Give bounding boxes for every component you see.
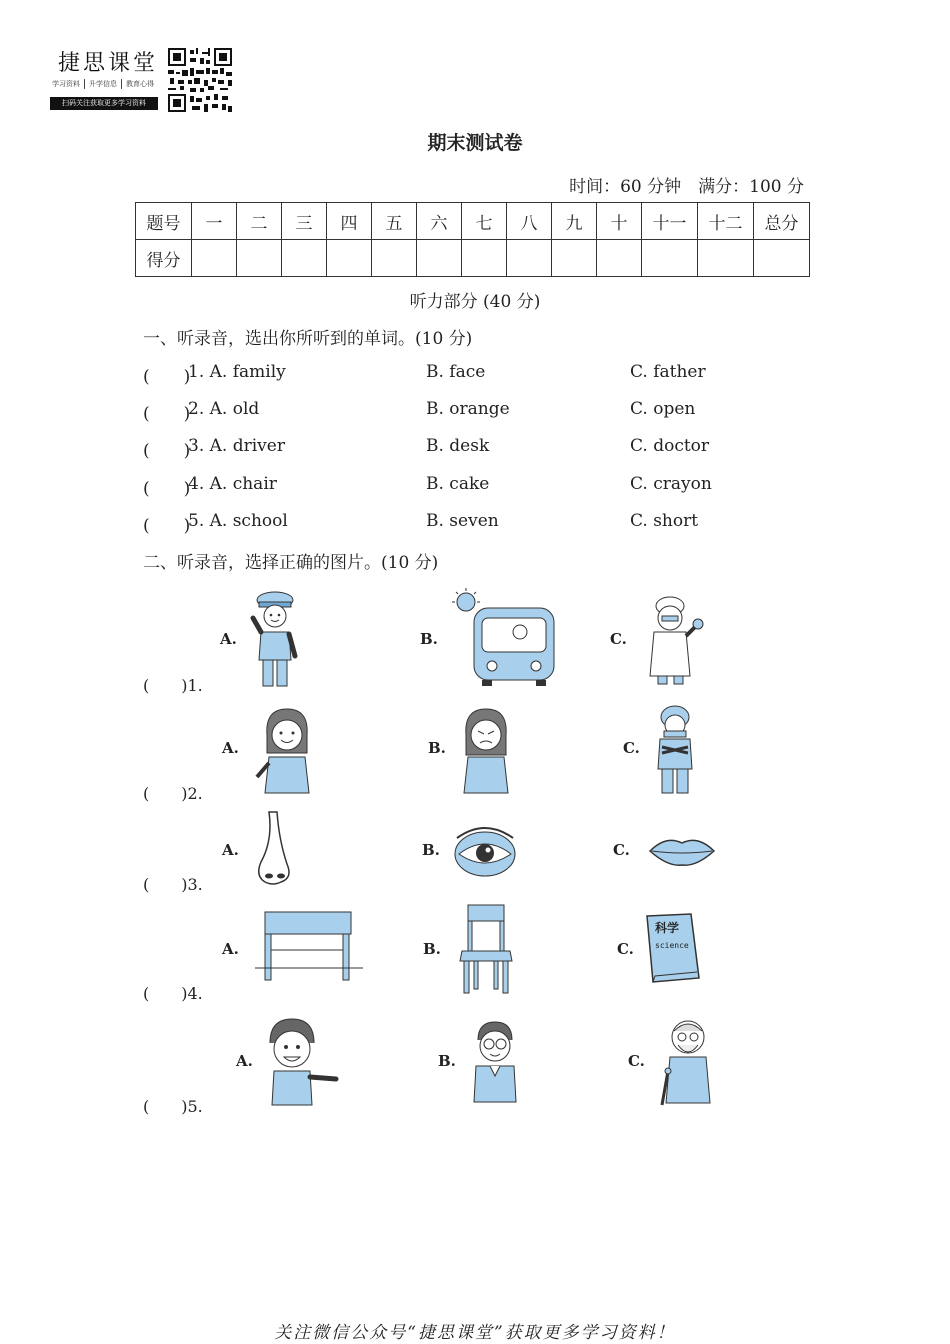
- brand-logo: 捷思课堂: [58, 51, 159, 76]
- option-c: C. open: [630, 399, 696, 419]
- score-cell[interactable]: [327, 240, 372, 277]
- score-cell[interactable]: [372, 240, 417, 277]
- picture-question-number[interactable]: ( )4.: [143, 984, 203, 1003]
- score-cell[interactable]: [282, 240, 327, 277]
- listening-header: 听力部分 (40 分): [409, 292, 541, 312]
- option-a: 5. A. school: [188, 511, 288, 531]
- picture-question-number[interactable]: ( )3.: [143, 875, 203, 894]
- bus-driver-picture[interactable]: [448, 588, 560, 688]
- section2-title: 二、听录音，选择正确的图片。(10 分): [143, 553, 439, 573]
- option-a: 1. A. family: [188, 362, 286, 382]
- column-header: 一: [192, 203, 237, 240]
- option-label: C.: [613, 841, 630, 859]
- nose-picture[interactable]: [253, 810, 295, 886]
- brand-tag: 升学信息: [84, 79, 117, 89]
- brand-tag: 教育心得: [121, 79, 154, 89]
- column-header: 四: [327, 203, 372, 240]
- column-header: 三: [282, 203, 327, 240]
- book-title: 科学: [655, 921, 680, 935]
- option-b: B. cake: [426, 474, 490, 494]
- score-cell[interactable]: [698, 240, 754, 277]
- option-label: A.: [236, 1052, 253, 1070]
- option-a: 4. A. chair: [188, 474, 277, 494]
- sad-girl-picture[interactable]: [458, 705, 514, 795]
- mouth-picture[interactable]: [648, 833, 716, 869]
- column-header: 七: [462, 203, 507, 240]
- option-c: C. doctor: [630, 436, 710, 456]
- score-table-score-row: [136, 240, 810, 277]
- option-label: B.: [438, 1052, 456, 1070]
- option-label: B.: [423, 940, 441, 958]
- score-cell[interactable]: [237, 240, 282, 277]
- score-cell[interactable]: [417, 240, 462, 277]
- score-cell[interactable]: [192, 240, 237, 277]
- happy-girl-picture[interactable]: [255, 705, 319, 795]
- option-label: B.: [420, 630, 438, 648]
- brand-tags: [52, 79, 154, 89]
- brand-banner: 扫码关注获取更多学习资料: [50, 97, 158, 110]
- old-man-picture[interactable]: [660, 1015, 720, 1107]
- doctor-picture[interactable]: [640, 592, 706, 686]
- question-row: [143, 362, 843, 386]
- column-header: 八: [507, 203, 552, 240]
- chair-picture[interactable]: [458, 903, 514, 995]
- row-label: 题号: [136, 203, 192, 240]
- score-cell[interactable]: [552, 240, 597, 277]
- option-label: C.: [628, 1052, 645, 1070]
- boy-picture[interactable]: [262, 1015, 344, 1107]
- score-table: [135, 202, 810, 277]
- option-b: B. face: [426, 362, 486, 382]
- score-cell[interactable]: [642, 240, 698, 277]
- option-label: A.: [222, 940, 239, 958]
- answer-blank[interactable]: ( ): [143, 441, 191, 461]
- picture-question-number[interactable]: ( )2.: [143, 784, 203, 803]
- option-label: A.: [220, 630, 237, 648]
- option-label: B.: [428, 739, 446, 757]
- picture-question-number[interactable]: ( )1.: [143, 676, 203, 695]
- column-header: 十一: [642, 203, 698, 240]
- score-cell[interactable]: [507, 240, 552, 277]
- column-header: 二: [237, 203, 282, 240]
- question-row: [143, 511, 843, 535]
- question-row: [143, 399, 843, 423]
- section1-title: 一、听录音，选出你所听到的单词。(10 分): [143, 329, 473, 349]
- question-row: [143, 474, 843, 498]
- score-cell[interactable]: [462, 240, 507, 277]
- column-header: 十: [597, 203, 642, 240]
- option-b: B. desk: [426, 436, 490, 456]
- answer-blank[interactable]: ( ): [143, 479, 191, 499]
- option-a: 3. A. driver: [188, 436, 285, 456]
- score-cell[interactable]: [597, 240, 642, 277]
- eye-picture[interactable]: [453, 820, 517, 880]
- answer-blank[interactable]: ( ): [143, 367, 191, 387]
- option-b: B. orange: [426, 399, 510, 419]
- book-subtitle: science: [655, 941, 689, 950]
- score-cell[interactable]: [754, 240, 810, 277]
- footer-note: 关注微信公众号“捷思课堂”获取更多学习资料！: [274, 1323, 676, 1343]
- column-header: 九: [552, 203, 597, 240]
- option-c: C. short: [630, 511, 699, 531]
- answer-blank[interactable]: ( ): [143, 404, 191, 424]
- row-label: 得分: [136, 240, 192, 277]
- option-label: C.: [623, 739, 640, 757]
- option-label: C.: [610, 630, 627, 648]
- question-row: [143, 436, 843, 460]
- option-c: C. father: [630, 362, 706, 382]
- column-header: 总分: [754, 203, 810, 240]
- desk-picture[interactable]: [255, 910, 365, 986]
- man-with-glasses-picture[interactable]: [470, 1020, 520, 1104]
- science-book-picture[interactable]: [645, 912, 701, 984]
- cold-person-picture[interactable]: [652, 703, 698, 795]
- option-label: A.: [222, 739, 239, 757]
- page-title: 期末测试卷: [427, 132, 523, 154]
- score-table-header-row: [136, 203, 810, 240]
- option-label: B.: [422, 841, 440, 859]
- column-header: 五: [372, 203, 417, 240]
- qr-code-icon[interactable]: [168, 48, 232, 112]
- police-officer-picture[interactable]: [245, 588, 305, 690]
- option-c: C. crayon: [630, 474, 712, 494]
- option-label: A.: [222, 841, 239, 859]
- option-b: B. seven: [426, 511, 499, 531]
- column-header: 六: [417, 203, 462, 240]
- answer-blank[interactable]: ( ): [143, 516, 191, 536]
- brand-tag: 学习资料: [52, 80, 80, 88]
- column-header: 十二: [698, 203, 754, 240]
- option-label: C.: [617, 940, 634, 958]
- picture-question-number[interactable]: ( )5.: [143, 1097, 203, 1116]
- time-info: 时间：60 分钟 满分：100 分: [569, 177, 804, 197]
- option-a: 2. A. old: [188, 399, 260, 419]
